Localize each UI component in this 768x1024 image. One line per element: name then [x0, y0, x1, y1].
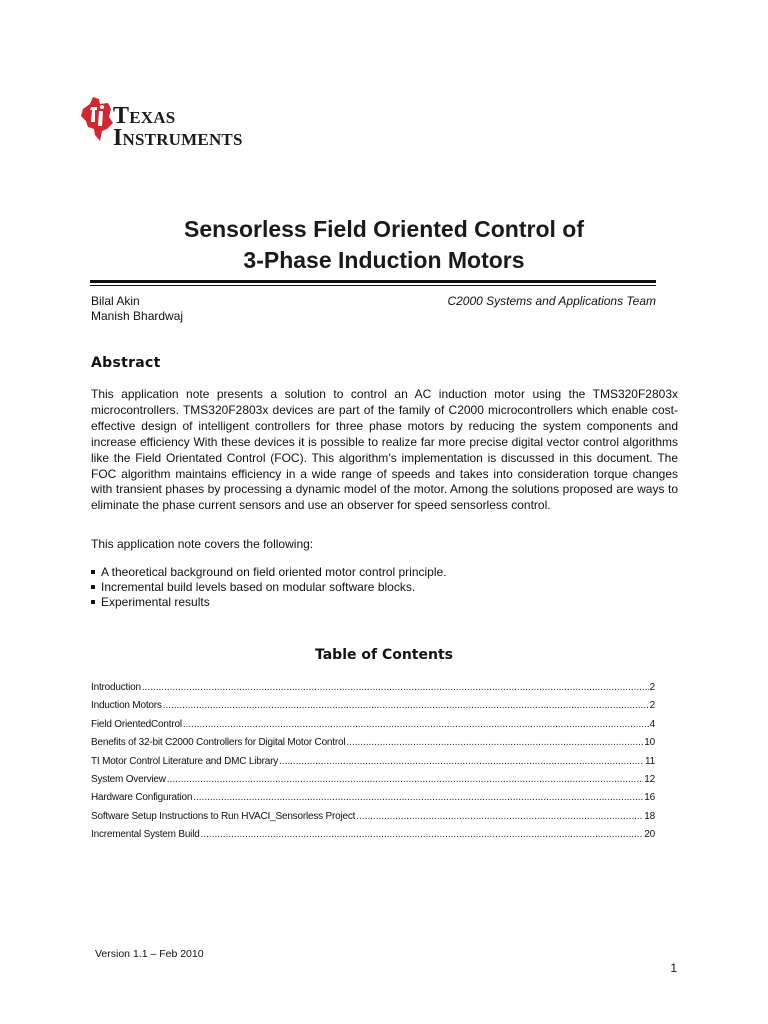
toc-entry-title: Incremental System Build: [91, 829, 200, 841]
bullet-icon: [91, 600, 95, 604]
table-of-contents: [91, 682, 655, 848]
toc-entry-title: Introduction: [91, 682, 141, 693]
toc-leader-dots: [167, 774, 643, 785]
toc-entry[interactable]: [91, 756, 655, 774]
list-item: Experimental results: [91, 595, 447, 610]
bullet-icon: [91, 585, 95, 589]
team-name: C2000 Systems and Applications Team: [447, 294, 656, 308]
author-name: Bilal Akin: [91, 294, 140, 308]
title-rule-thick: [90, 280, 656, 283]
toc-entry-title: Software Setup Instructions to Run HVACI_Sensorless Project: [91, 810, 356, 822]
toc-leader-dots: [279, 756, 644, 767]
toc-leader-dots: [193, 792, 643, 803]
toc-entry-title: Induction Motors: [91, 700, 162, 712]
toc-entry-page: 12: [644, 773, 655, 785]
document-title-line2: 3-Phase Induction Motors: [243, 247, 525, 273]
toc-entry-page: 10: [644, 737, 655, 749]
toc-leader-dots: [346, 737, 643, 748]
logo-wordmark-line2: Instruments: [113, 125, 243, 151]
list-item: A theoretical background on field oriented motor control principle.: [91, 565, 447, 580]
toc-leader-dots: [356, 811, 643, 822]
toc-entry-title: Field OrientedControl: [91, 718, 182, 730]
toc-entry-page: 4: [649, 718, 655, 730]
version-footer: Version 1.1 – Feb 2010: [95, 948, 204, 960]
page-number: 1: [670, 961, 677, 975]
toc-leader-dots: [201, 829, 644, 840]
logo-wordmark-line1: Texas: [113, 103, 176, 129]
toc-entry-page: 20: [644, 829, 655, 841]
toc-entry-page: 2: [649, 700, 655, 712]
toc-entry-title: Benefits of 32-bit C2000 Controllers for Digital Motor Control: [91, 737, 346, 749]
abstract-text: This application note presents a solution to control an AC induction motor using the TMS320F2803x microcontrollers. TMS320F2803x devices are part of the family of C2000 microcontrollers which enable cost-effective design of intelligent controllers for three phase motors by reducing the system components and increase efficiency With these devices it is possible to realize far more precise digital vector control algorithms like the Field Orientated Control (FOC). This algorithm’s implementation is discussed in this document. The FOC algorithm maintains efficiency in a wide range of speeds and takes into consideration torque changes with transient phases by processing a dynamic model of the motor. Among the solutions proposed are ways to eliminate the phase current sensors and use an observer for speed sensorless control.: [91, 387, 678, 513]
toc-heading: Table of Contents: [314, 647, 453, 663]
abstract-heading: Abstract: [91, 355, 161, 371]
toc-entry[interactable]: [91, 774, 655, 792]
toc-entry[interactable]: [91, 700, 655, 718]
covers-list: [91, 565, 447, 610]
texas-instruments-logo: [80, 95, 310, 155]
toc-entry-title: TI Motor Control Literature and DMC Library: [91, 755, 279, 767]
toc-entry[interactable]: [91, 737, 655, 755]
toc-leader-dots: [163, 700, 649, 711]
toc-entry[interactable]: [91, 682, 655, 700]
toc-entry[interactable]: [91, 811, 655, 829]
toc-entry-page: 18: [644, 810, 655, 822]
toc-entry-title: Hardware Configuration: [91, 792, 193, 804]
toc-entry-page: 2: [649, 682, 655, 693]
covers-intro: This application note covers the following:: [91, 537, 314, 551]
toc-entry[interactable]: [91, 792, 655, 810]
bullet-icon: [91, 570, 95, 574]
title-rule-thin: [90, 285, 656, 286]
toc-entry[interactable]: [91, 719, 655, 737]
toc-entry-page: 11: [645, 755, 655, 767]
author-name: Manish Bhardwaj: [91, 309, 184, 323]
ti-chip-icon: [80, 95, 114, 143]
toc-leader-dots: [183, 719, 649, 730]
list-item: Incremental build levels based on modular software blocks.: [91, 580, 447, 595]
toc-entry-page: 16: [644, 792, 655, 804]
toc-leader-dots: [142, 682, 649, 693]
toc-entry-title: System Overview: [91, 773, 166, 785]
document-title-line1: Sensorless Field Oriented Control of: [183, 216, 584, 242]
toc-entry[interactable]: [91, 829, 655, 847]
